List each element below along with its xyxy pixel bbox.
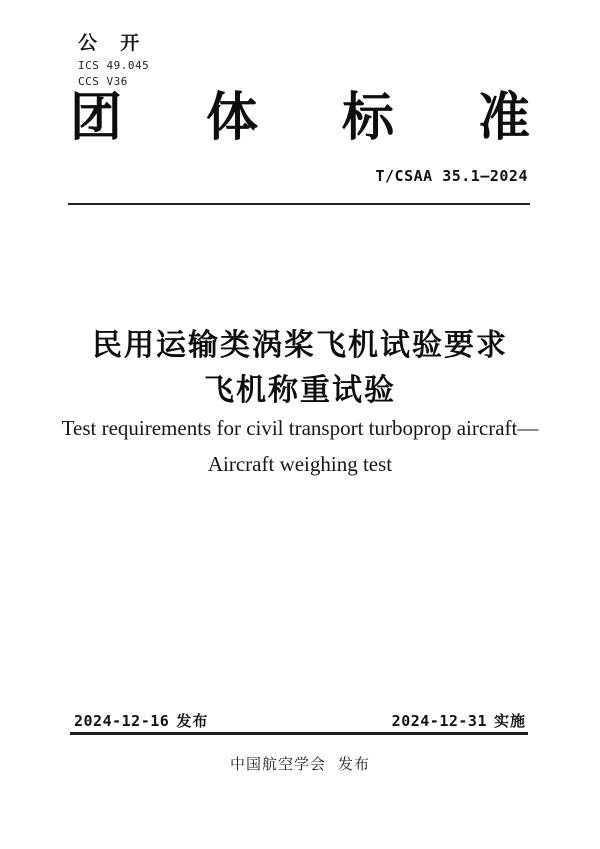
ccs-code: CCS V36: [78, 75, 128, 88]
document-title-en-line1: Test requirements for civil transport turboprop aircraft—: [61, 416, 539, 440]
publisher-label: 发布: [338, 756, 371, 773]
standard-number: T/CSAA 35.1—2024: [375, 167, 528, 185]
ics-code: ICS 49.045: [78, 59, 150, 72]
issue-date: 2024-12-16: [74, 712, 170, 730]
document-title-zh-line1: 民用运输类涡桨飞机试验要求: [92, 329, 508, 362]
publisher-name: 中国航空学会: [229, 756, 326, 773]
standard-type-title: [70, 90, 530, 147]
classification-label: 公 开: [78, 33, 149, 54]
header-divider-line: [68, 203, 530, 205]
publisher-line: [0, 753, 600, 774]
standard-type-char: 准: [477, 89, 530, 147]
dates-row: [74, 710, 526, 731]
standard-type-char: 体: [205, 89, 258, 147]
document-title-en: [0, 410, 600, 482]
document-title-zh: [0, 323, 600, 413]
document-title-zh-line2: 飞机称重试验: [204, 374, 396, 407]
implement-date: 2024-12-31: [391, 712, 487, 730]
implement-date-label: 实施: [493, 713, 526, 730]
implement-date-group: [392, 710, 526, 731]
standard-type-char: 标: [341, 89, 394, 147]
footer-divider-line: [70, 732, 528, 735]
issue-date-label: 发布: [176, 713, 209, 730]
document-title-en-line2: Aircraft weighing test: [207, 452, 393, 476]
issue-date-group: [74, 710, 208, 731]
standard-type-char: 团: [70, 89, 123, 147]
